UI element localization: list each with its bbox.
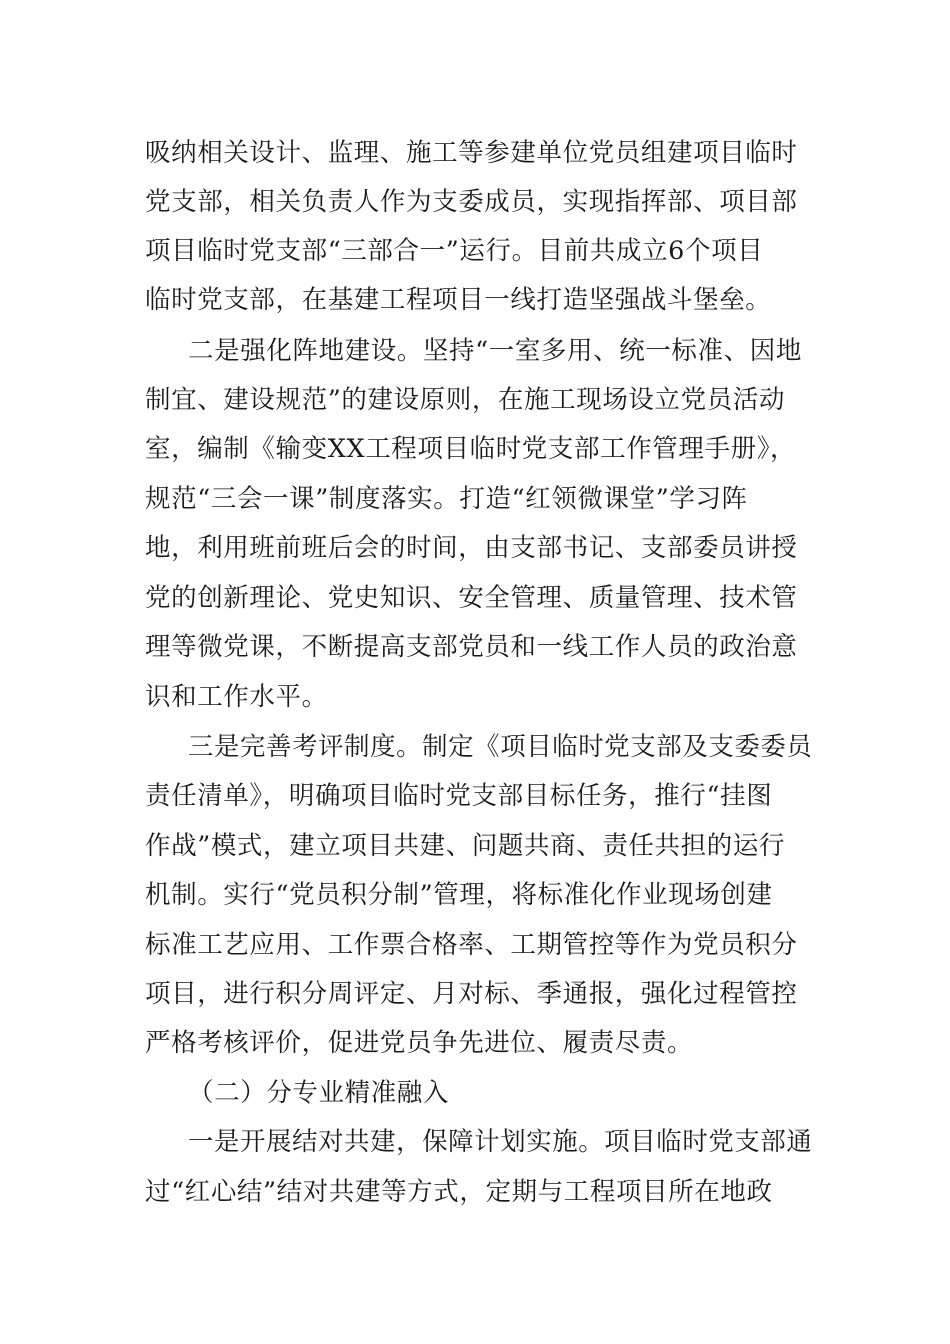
text-line: 责任清单》，明确项目临时党支部目标任务，推行“挂图 [145,781,773,811]
text-line: 机制。实行“党员积分制”管理，将标准化作业现场创建 [145,880,773,910]
text-line: 识和工作水平。 [145,682,328,712]
section-heading: （二）分专业精准融入 [188,1078,450,1108]
text-line: 吸纳相关设计、监理、施工等参建单位党员组建项目临时 [145,138,798,168]
text-line: 室，编制《输变XX工程项目临时党支部工作管理手册》， [145,434,797,464]
text-line: 规范“三会一课”制度落实。打造“红领微课堂”学习阵 [145,484,748,514]
paragraph-start-line: 二是强化阵地建设。坚持“一室多用、统一标准、因地 [188,336,802,366]
text-line: 作战”模式，建立项目共建、问题共商、责任共担的运行 [145,831,786,861]
text-line: 理等微党课，不断提高支部党员和一线工作人员的政治意 [145,632,798,662]
text-line: 过“红心结”结对共建等方式，定期与工程项目所在地政 [145,1177,773,1207]
text-line: 党支部，相关负责人作为支委成员，实现指挥部、项目部 [145,187,798,217]
text-line: 严格考核评价，促进党员争先进位、履责尽责。 [145,1028,694,1058]
text-line: 项目临时党支部“三部合一”运行。目前共成立6个项目 [145,236,764,266]
text-line: 制宜、建设规范”的建设原则，在施工现场设立党员活动 [145,385,786,415]
text-line: 临时党支部，在基建工程项目一线打造坚强战斗堡垒。 [145,285,772,315]
text-line: 项目，进行积分周评定、月对标、季通报，强化过程管控 [145,979,798,1009]
paragraph-start-line: 一是开展结对共建，保障计划实施。项目临时党支部通 [188,1127,813,1157]
paragraph-start-line: 三是完善考评制度。制定《项目临时党支部及支委委员 [188,732,813,762]
text-line: 党的创新理论、党史知识、安全管理、质量管理、技术管 [145,583,798,613]
text-line: 标准工艺应用、工作票合格率、工期管控等作为党员积分 [145,930,798,960]
text-line: 地，利用班前班后会的时间，由支部书记、支部委员讲授 [145,533,798,563]
